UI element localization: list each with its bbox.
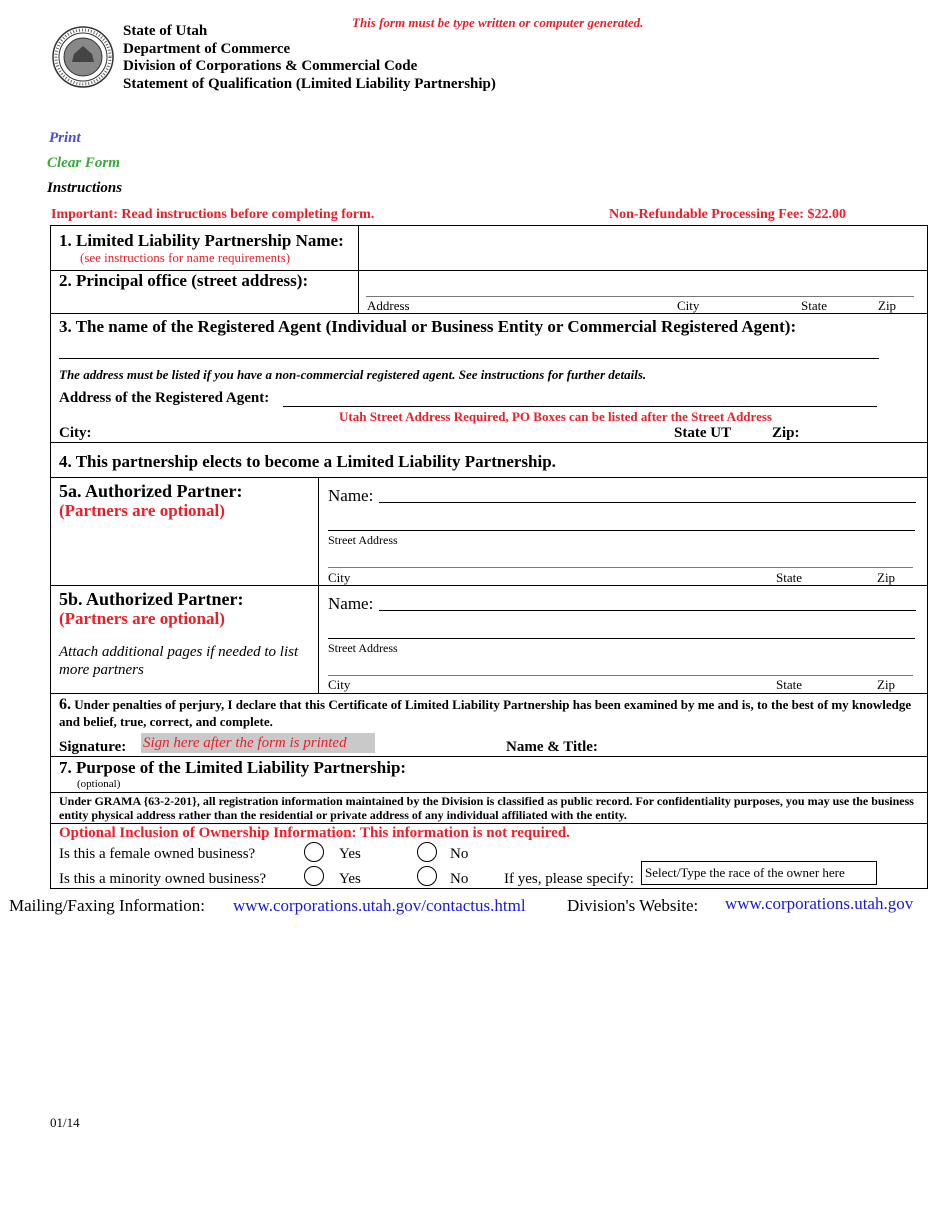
division-website-link[interactable]: www.corporations.utah.gov <box>725 894 914 913</box>
s6-number: 6. <box>59 696 71 713</box>
partner-a-street-input[interactable] <box>328 511 915 530</box>
registered-agent-name-input[interactable] <box>59 338 879 358</box>
female-yes-label: Yes <box>339 846 361 862</box>
minority-no-label: No <box>450 871 469 887</box>
minority-no-radio[interactable] <box>417 866 437 886</box>
s6-text: Under penalties of perjury, I declare that this Certificate of Limited Liability Partnership has been examined by me and is, to the best of my knowledge and belief, true, correct, and complete. <box>59 697 912 729</box>
form-table <box>50 225 928 889</box>
signature-field[interactable]: Sign here after the form is printed <box>141 733 375 753</box>
s2-address-caption: Address <box>367 298 410 313</box>
s5b-optional: (Partners are optional) <box>59 609 225 628</box>
s5a-name-label: Name: <box>328 486 374 505</box>
s5b-attach-note: Attach additional pages if needed to list more partners <box>59 644 299 678</box>
website-label: Division's Website: <box>567 896 699 915</box>
registered-agent-address-input[interactable] <box>283 386 877 406</box>
s5a-zip-caption: Zip <box>877 570 896 585</box>
mailing-label: Mailing/Faxing Information: <box>9 896 205 915</box>
grama-notice: Under GRAMA {63-2-201}, all registration information maintained by the Division is classified as public record. For confidentiality purposes, you may use the business entity physical address rather than the residential or private address of any individual affiliated with the entity. <box>59 794 914 822</box>
name-title-label: Name & Title: <box>506 739 598 755</box>
partner-b-street-input[interactable] <box>328 619 915 638</box>
s1-label: 1. Limited Liability Partnership Name: <box>59 231 344 250</box>
female-yes-radio[interactable] <box>304 842 324 862</box>
partner-a-name-input[interactable] <box>379 482 916 502</box>
s5b-city-caption: City <box>328 677 351 692</box>
female-owned-question: Is this a female owned business? <box>59 846 256 862</box>
s1-sublabel: (see instructions for name requirements) <box>80 250 291 265</box>
s5a-street-caption: Street Address <box>328 533 398 547</box>
instructions-button[interactable]: Instructions <box>47 180 123 196</box>
s5a-city-caption: City <box>328 570 351 585</box>
s4-label: 4. This partnership elects to become a Limited Liability Partnership. <box>59 452 556 471</box>
typewritten-notice: This form must be type written or computer generated. <box>352 15 644 30</box>
s6-declaration <box>59 696 921 730</box>
partnership-name-input[interactable] <box>361 228 924 268</box>
signature-label: Signature: <box>59 739 127 755</box>
important-notice: Important: Read instructions before completing form. <box>51 207 375 222</box>
s7-optional: (optional) <box>77 778 121 790</box>
state-seal <box>52 26 114 88</box>
s5a-label: 5a. Authorized Partner: <box>59 481 243 501</box>
s3-state-label: State UT <box>674 425 732 441</box>
ownership-title: Optional Inclusion of Ownership Information: This information is not required. <box>59 825 570 841</box>
s3-utah-note: Utah Street Address Required, PO Boxes can be listed after the Street Address <box>339 409 772 424</box>
s3-label: 3. The name of the Registered Agent (Individual or Business Entity or Commercial Registered Agent): <box>59 317 797 336</box>
contact-us-link[interactable]: www.corporations.utah.gov/contactus.html <box>233 896 526 915</box>
processing-fee: Non-Refundable Processing Fee: $22.00 <box>609 207 846 222</box>
female-no-label: No <box>450 846 469 862</box>
s5b-zip-caption: Zip <box>877 677 896 692</box>
s5a-optional: (Partners are optional) <box>59 501 225 520</box>
partner-b-city-input[interactable] <box>328 656 913 675</box>
s7-label: 7. Purpose of the Limited Liability Partnership: <box>59 758 407 777</box>
minority-yes-label: Yes <box>339 871 361 887</box>
s5b-street-caption: Street Address <box>328 641 398 655</box>
header-division: Division of Corporations & Commercial Code <box>123 58 418 74</box>
page-title: Statement of Qualification (Limited Liability Partnership) <box>123 76 496 92</box>
s2-label: 2. Principal office (street address): <box>59 271 309 290</box>
name-title-input[interactable] <box>606 734 921 754</box>
s3-address-label: Address of the Registered Agent: <box>59 390 270 406</box>
clear-form-button[interactable]: Clear Form <box>47 155 120 171</box>
partner-b-name-input[interactable] <box>379 590 916 610</box>
print-button[interactable]: Print <box>49 130 81 146</box>
s2-zip-caption: Zip <box>878 298 897 313</box>
header-state: State of Utah <box>123 23 208 39</box>
s3-note: The address must be listed if you have a non-commercial registered agent. See instructions for further details. <box>59 367 647 382</box>
s5b-label: 5b. Authorized Partner: <box>59 589 244 609</box>
header-department: Department of Commerce <box>123 41 291 57</box>
principal-office-input[interactable] <box>366 274 914 296</box>
s3-zip-label: Zip: <box>772 425 800 441</box>
s2-state-caption: State <box>801 298 827 313</box>
form-version: 01/14 <box>50 1115 80 1130</box>
minority-yes-radio[interactable] <box>304 866 324 886</box>
specify-label: If yes, please specify: <box>504 871 634 887</box>
s5a-state-caption: State <box>776 570 802 585</box>
minority-owned-question: Is this a minority owned business? <box>59 871 267 887</box>
s2-city-caption: City <box>677 298 700 313</box>
s5b-state-caption: State <box>776 677 802 692</box>
s5b-name-label: Name: <box>328 594 374 613</box>
female-no-radio[interactable] <box>417 842 437 862</box>
s3-city-label: City: <box>59 425 92 441</box>
race-select[interactable]: Select/Type the race of the owner here <box>641 861 877 885</box>
purpose-input[interactable] <box>416 759 921 789</box>
partner-a-city-input[interactable] <box>328 548 913 567</box>
